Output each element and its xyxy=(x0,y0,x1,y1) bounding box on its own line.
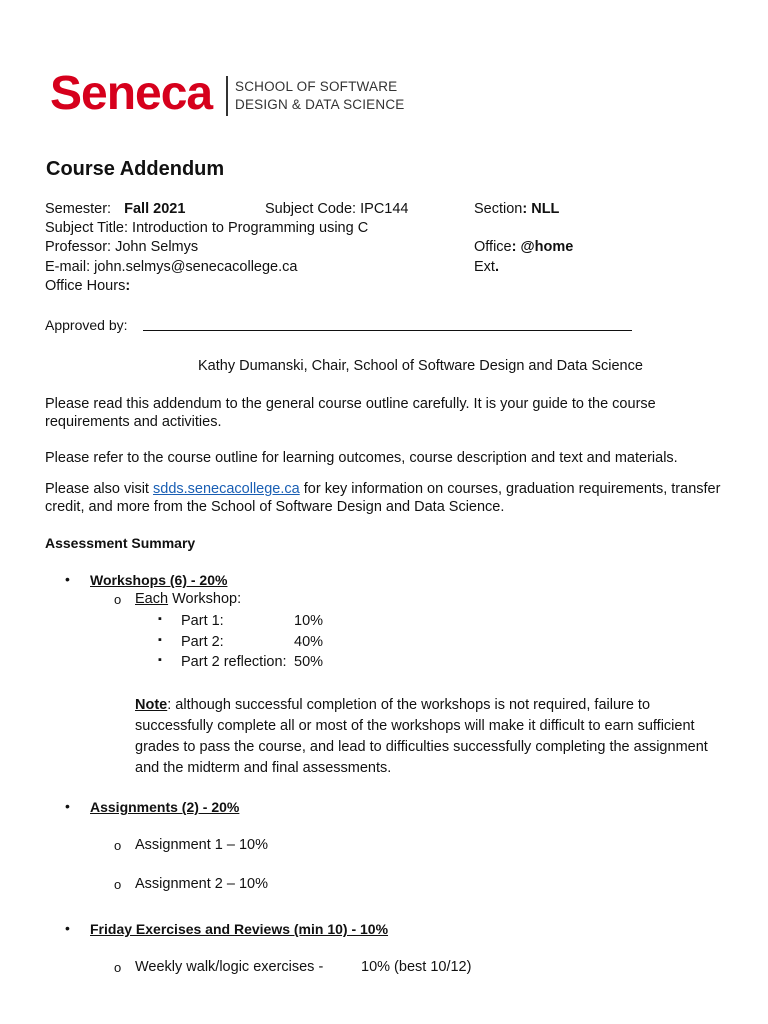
semester-label: Semester: xyxy=(45,201,112,217)
office-hours-label: Office Hours xyxy=(45,278,126,294)
bullet-disc: • xyxy=(65,798,70,814)
semester-line xyxy=(45,201,185,217)
ext-label: Ext xyxy=(474,259,495,275)
workshops-title: Workshops (6) - 20% xyxy=(90,572,228,588)
bullet-square: ▪ xyxy=(158,654,162,666)
bullet-square: ▪ xyxy=(158,613,162,625)
part-label: Part 2 reflection: xyxy=(181,654,287,670)
bullet-circle: o xyxy=(114,877,122,892)
approved-by-label: Approved by: xyxy=(45,317,128,333)
semester-value: Fall 2021 xyxy=(124,201,186,217)
visit-text-before: Please also visit xyxy=(45,481,153,497)
outline-paragraph: Please refer to the course outline for learning outcomes, course description and text and materials. xyxy=(45,450,678,466)
office-label: Office xyxy=(474,239,512,255)
page-title: Course Addendum xyxy=(46,158,225,180)
office-hours-colon: : xyxy=(125,278,131,294)
workshop-label: Workshop: xyxy=(168,591,242,607)
visit-text-after: for key information on courses, graduation requirements, transfer credit, and more from the School of Software Design and Data Science. xyxy=(45,481,721,515)
bullet-disc: • xyxy=(65,571,70,587)
seneca-logo: Seneca xyxy=(50,67,213,120)
office-value: : @home xyxy=(511,239,574,255)
assessment-heading: Assessment Summary xyxy=(45,535,196,551)
bullet-square: ▪ xyxy=(158,634,162,646)
approver-name: Kathy Dumanski, Chair, School of Software Design and Data Science xyxy=(198,358,643,374)
assignment-item: Assignment 2 – 10% xyxy=(135,876,268,892)
note-label: Note xyxy=(135,697,168,713)
email: E-mail: john.selmys@senecacollege.ca xyxy=(45,259,298,275)
part-value: 50% xyxy=(294,654,324,670)
signature-line xyxy=(143,330,632,331)
bullet-circle: o xyxy=(114,838,122,853)
part-value: 40% xyxy=(294,634,324,650)
sdds-link[interactable]: sdds.senecacollege.ca xyxy=(153,481,300,497)
each-workshop-line xyxy=(135,591,241,607)
section-label: Section xyxy=(474,201,523,217)
bullet-circle: o xyxy=(114,960,122,975)
subject-title: Subject Title: Introduction to Programming using C xyxy=(45,220,369,236)
friday-item-label: Weekly walk/logic exercises - xyxy=(135,959,324,975)
section-line xyxy=(474,201,559,217)
logo-divider xyxy=(226,76,228,116)
subject-code: Subject Code: IPC144 xyxy=(265,201,409,217)
assignment-item: Assignment 1 – 10% xyxy=(135,837,268,853)
office-line xyxy=(474,239,573,255)
ext-dot: . xyxy=(494,259,499,275)
part-value: 10% xyxy=(294,613,324,629)
bullet-circle: o xyxy=(114,592,122,607)
friday-item-value: 10% (best 10/12) xyxy=(361,959,472,975)
friday-exercises-title: Friday Exercises and Reviews (min 10) - 10% xyxy=(90,921,389,937)
ext-line xyxy=(474,259,499,275)
part-label: Part 2: xyxy=(181,634,224,650)
note-text: : although successful completion of the workshops is not required, failure to successfully complete all or most of the workshops will make it difficult to earn sufficient grades to pass the course, and lead to difficulties successfully completing the assignment and the midterm and final assessments. xyxy=(135,697,708,776)
assignments-title: Assignments (2) - 20% xyxy=(90,799,240,815)
logo-school-line1: SCHOOL OF SOFTWARE xyxy=(235,79,398,94)
each-word: Each xyxy=(135,591,169,607)
office-hours-line xyxy=(45,278,130,294)
visit-paragraph xyxy=(45,480,735,516)
part-label: Part 1: xyxy=(181,613,224,629)
professor: Professor: John Selmys xyxy=(45,239,199,255)
bullet-disc: • xyxy=(65,920,70,936)
workshops-note xyxy=(135,695,725,779)
logo-school-line2: DESIGN & DATA SCIENCE xyxy=(235,97,405,112)
intro-paragraph: Please read this addendum to the general course outline carefully. It is your guide to the course requirements and activities. xyxy=(45,396,656,430)
section-value: : NLL xyxy=(522,201,560,217)
